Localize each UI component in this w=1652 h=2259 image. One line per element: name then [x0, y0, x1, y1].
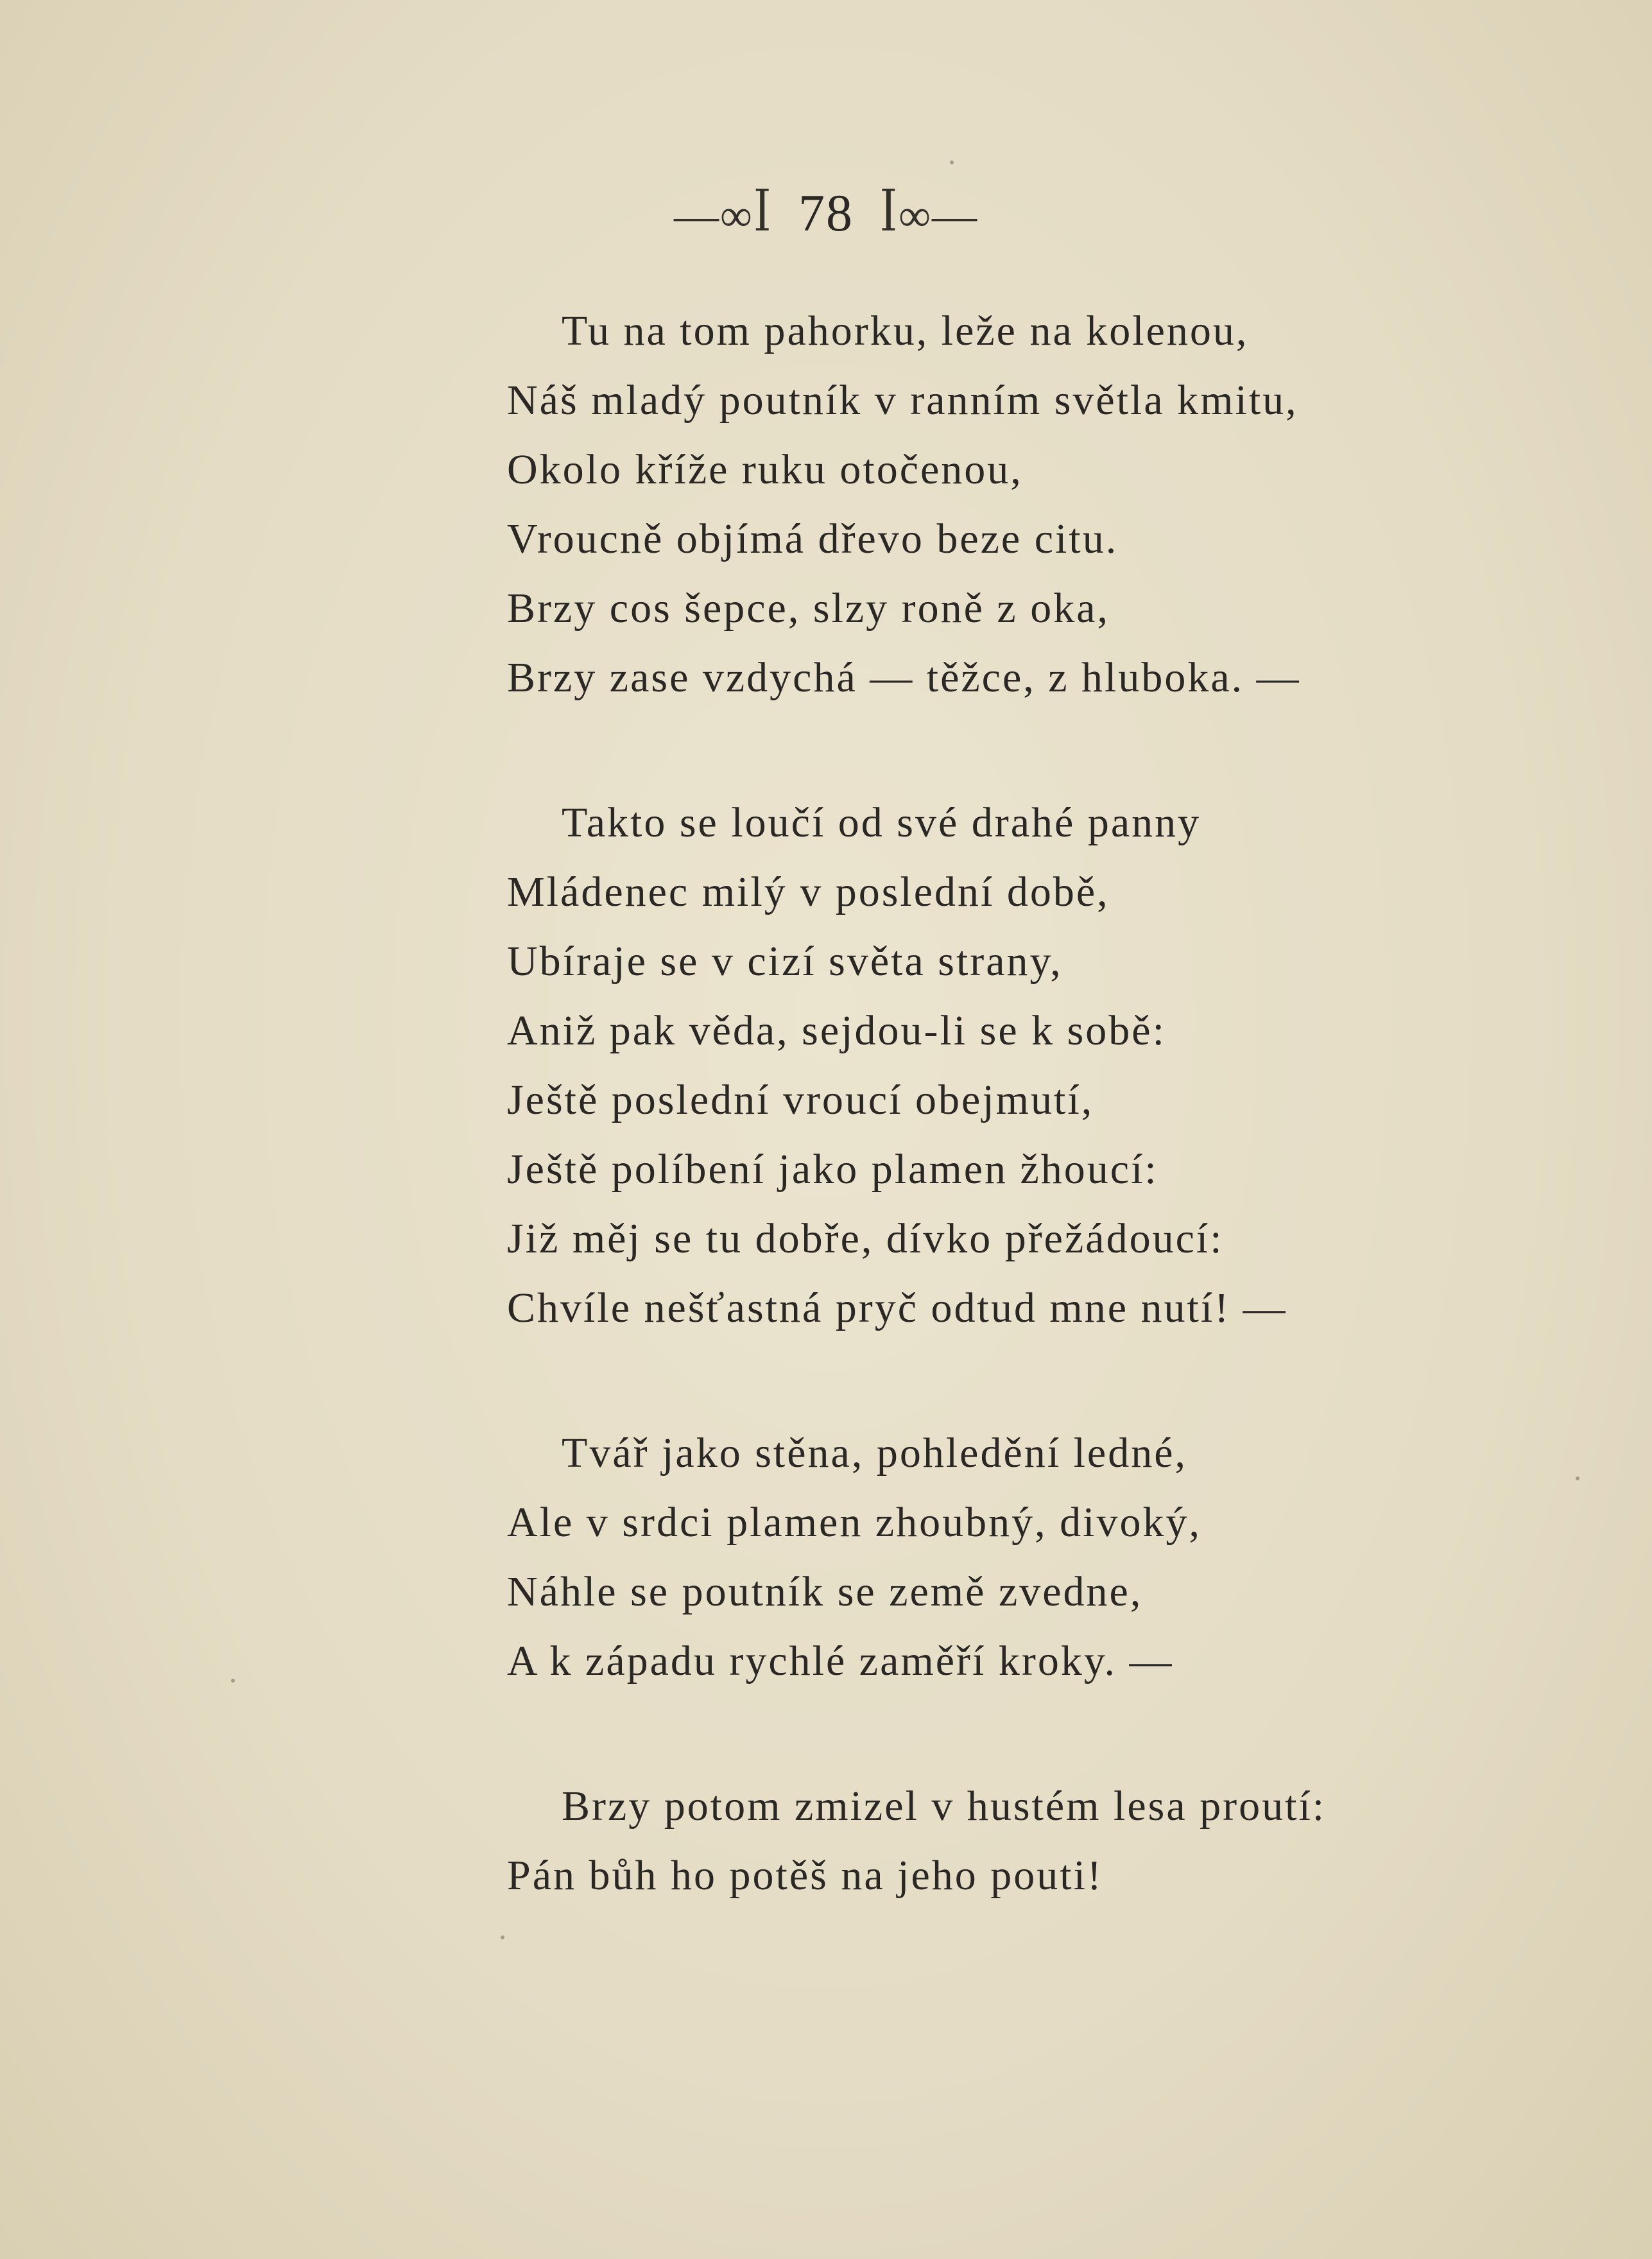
- verse-line: Ubíraje se v cizí světa strany,: [507, 938, 1063, 985]
- verse-line: Mládenec milý v poslední době,: [507, 869, 1110, 915]
- ornament-right: ꟾ∞—: [879, 191, 979, 241]
- paper-speck: [950, 160, 954, 164]
- verse-line: Brzy potom zmizel v hustém lesa proutí:: [562, 1783, 1327, 1830]
- verse-line: Ještě poslední vroucí obejmutí,: [507, 1077, 1094, 1123]
- verse-line: A k západu rychlé zaměří kroky. —: [507, 1638, 1174, 1684]
- verse-line: Vroucně objímá dřevo beze citu.: [507, 515, 1119, 562]
- ornament-left: —∞ꟾ: [673, 191, 773, 241]
- verse-line: Okolo kříže ruku otočenou,: [507, 446, 1023, 493]
- verse-line: Náš mladý poutník v ranním světla kmitu,: [507, 377, 1298, 424]
- stanza-4: [507, 1772, 1438, 1910]
- verse-line: Aniž pak věda, sejdou-li se k sobě:: [507, 1007, 1166, 1054]
- stanza-1: [507, 297, 1438, 713]
- stanza-3: [507, 1419, 1438, 1696]
- verse-line: Již měj se tu dobře, dívko přežádoucí:: [507, 1215, 1224, 1262]
- verse-line: Brzy cos šepce, slzy roně z oka,: [507, 585, 1110, 632]
- verse-line: Náhle se poutník se země zvedne,: [507, 1568, 1143, 1615]
- paper-speck: [1576, 1476, 1579, 1480]
- page-number: 78: [798, 184, 854, 242]
- poem: [507, 297, 1438, 1986]
- verse-line: Chvíle nešťastná pryč odtud mne nutí! —: [507, 1285, 1287, 1331]
- verse-line: Takto se loučí od své drahé panny: [562, 799, 1201, 846]
- paper-speck: [231, 1679, 235, 1683]
- verse-line: Tvář jako stěna, pohledění ledné,: [562, 1430, 1188, 1476]
- paper-speck: [501, 1935, 504, 1939]
- verse-line: Tu na tom pahorku, leže na kolenou,: [562, 307, 1249, 354]
- stanza-2: [507, 788, 1438, 1343]
- verse-line: Ještě políbení jako plamen žhoucí:: [507, 1146, 1158, 1193]
- verse-line: Pán bůh ho potěš na jeho pouti!: [507, 1852, 1103, 1899]
- verse-line: Ale v srdci plamen zhoubný, divoký,: [507, 1499, 1201, 1546]
- verse-line: Brzy zase vzdychá — těžce, z hluboka. —: [507, 654, 1301, 701]
- page-header: [0, 183, 1652, 243]
